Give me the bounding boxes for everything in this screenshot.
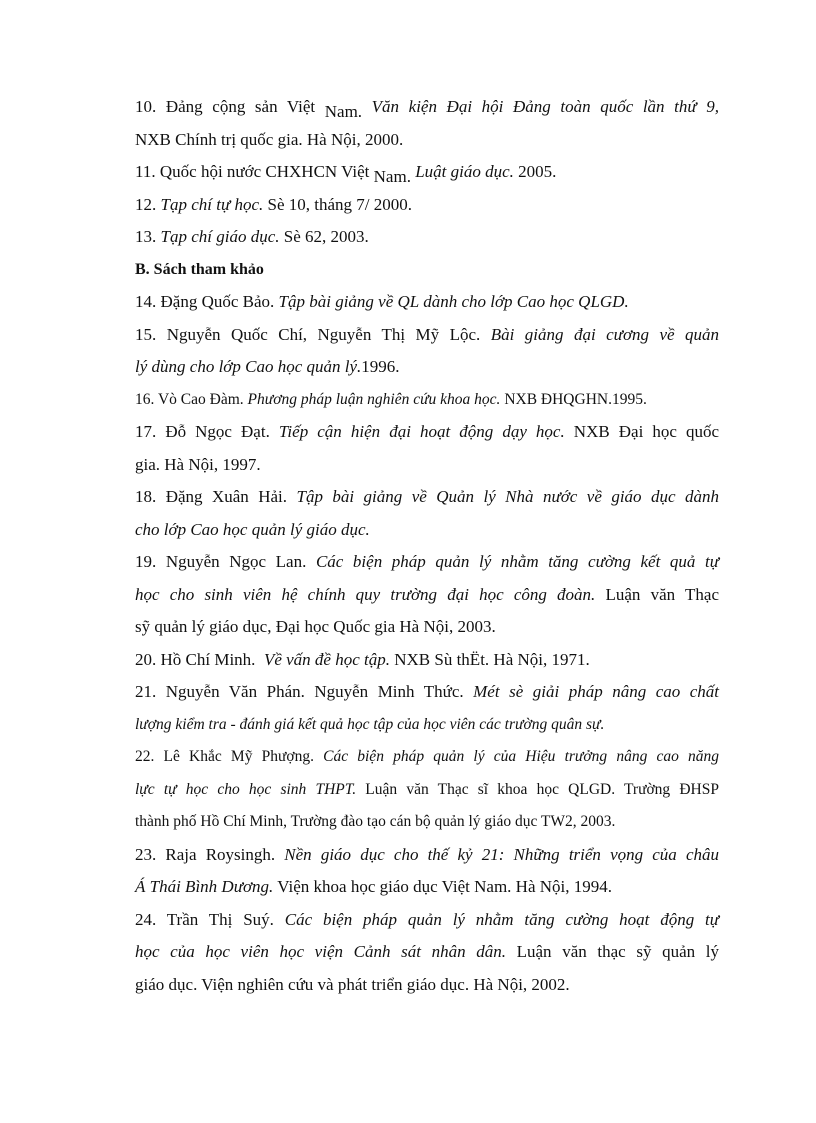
ref-publisher: sỹ quản lý giáo dục, Đại học Quốc gia Hà Nội, 2003.: [135, 617, 496, 636]
reference-10-line-1: [135, 91, 719, 124]
ref-publisher: Viện khoa học giáo dục Việt Nam. Hà Nội, 1994.: [277, 877, 612, 896]
reference-17-line-1: [135, 416, 719, 449]
ref-title: Á Thái Bình Dương.: [135, 877, 274, 896]
reference-21-line-1: [135, 676, 719, 709]
ref-number: 22.: [135, 748, 155, 765]
reference-17-line-2: [135, 449, 719, 482]
ref-publisher: Luận văn Thạc sĩ khoa học QLGD. Trường ĐHSP: [365, 780, 719, 798]
ref-title: Luật giáo dục.: [415, 162, 514, 181]
ref-number: 23.: [135, 844, 157, 864]
ref-title: lý dùng cho lớp Cao học quản lý.: [135, 357, 362, 376]
ref-number: 15.: [135, 324, 157, 344]
ref-author: Nguyễn Văn Phán. Nguyễn Minh Thức.: [165, 682, 464, 701]
reference-20: [135, 644, 719, 677]
ref-author: Đặng Xuân Hải.: [165, 487, 288, 506]
ref-author: Lê Khắc Mỹ Phượng.: [163, 748, 314, 765]
reference-19-line-2: [135, 579, 719, 612]
ref-publisher: 2005.: [518, 162, 557, 181]
ref-publisher: Luận văn Thạc: [605, 584, 719, 604]
ref-title: Tạp chí tự học.: [160, 194, 264, 214]
ref-title: Các biện pháp quản lý nhằm tăng cường hoạt động tự: [284, 909, 720, 929]
ref-number: 20.: [135, 649, 157, 669]
reference-24-line-1: [135, 904, 719, 937]
ref-number: 14.: [135, 292, 157, 311]
ref-publisher: thành phố Hồ Chí Minh, Trường đào tạo cán bộ quản lý giáo dục TW2, 2003.: [135, 813, 616, 830]
reference-13: [135, 221, 719, 254]
ref-title: Các biện pháp quản lý của Hiệu trưởng nâng cao năng: [323, 748, 720, 765]
ref-author-tail: Nam.: [324, 102, 363, 121]
ref-number: 11.: [135, 162, 156, 181]
reference-21-line-2: [135, 709, 719, 742]
ref-publisher: Sè 10, tháng 7/ 2000.: [267, 194, 413, 214]
ref-publisher: NXB ĐHQGHN.1995.: [504, 390, 647, 408]
ref-number: 19.: [135, 552, 157, 571]
ref-author: Đặng Quốc Bảo.: [160, 292, 275, 311]
ref-author: Đảng cộng sản Việt: [165, 97, 316, 116]
section-heading-b: B. Sách tham khảo: [135, 260, 264, 278]
ref-publisher: Sè 62, 2003.: [283, 227, 369, 246]
ref-author-tail: Nam.: [373, 167, 411, 186]
ref-title: lực tự học cho học sinh THPT.: [135, 780, 357, 798]
reference-15-line-1: [135, 319, 719, 352]
reference-18-line-1: [135, 481, 719, 514]
ref-title: học của học viên học viện Cảnh sát nhân dân.: [135, 942, 506, 961]
ref-publisher: giáo dục. Viện nghiên cứu và phát triển giáo dục. Hà Nội, 2002.: [135, 974, 570, 994]
reference-23-line-2: [135, 871, 719, 904]
ref-title: lượng kiểm tra - đánh giá kết quả học tập của học viên các trường quân sự.: [135, 715, 605, 733]
ref-title: Tập bài giảng về Quản lý Nhà nước về giáo dục dành: [296, 487, 719, 506]
ref-number: 18.: [135, 487, 157, 506]
ref-author: Quốc hội nước CHXHCN Việt: [159, 162, 370, 181]
ref-title: Tạp chí giáo dục.: [160, 227, 280, 246]
ref-number: 17.: [135, 422, 157, 441]
ref-publisher: NXB Đại học quốc: [573, 422, 720, 441]
ref-author: Đỗ Ngọc Đạt.: [165, 422, 270, 441]
reference-15-line-2: [135, 351, 719, 384]
ref-publisher: gia. Hà Nội, 1997.: [135, 454, 261, 474]
ref-number: 12.: [135, 194, 157, 214]
ref-title: Các biện pháp quản lý nhằm tăng cường kết quả tự: [315, 552, 720, 571]
ref-title: Nền giáo dục cho thế kỷ 21: Những triển vọng của châu: [284, 844, 720, 864]
ref-author: Trần Thị Suý.: [166, 909, 274, 929]
reference-23-line-1: [135, 839, 719, 872]
reference-16: [135, 384, 719, 417]
reference-24-line-2: [135, 936, 719, 969]
ref-publisher: NXB Sù thËt. Hà Nội, 1971.: [394, 649, 590, 669]
reference-22-line-3: [135, 806, 719, 839]
reference-19-line-1: [135, 546, 719, 579]
reference-18-line-2: [135, 514, 719, 547]
ref-author: Raja Roysingh.: [165, 844, 276, 864]
ref-title: Văn kiện Đại hội Đảng toàn quốc lần thứ 9,: [371, 97, 720, 116]
ref-number: 13.: [135, 227, 157, 246]
ref-publisher: Luận văn thạc sỹ quản lý: [516, 942, 719, 961]
ref-title: cho lớp Cao học quản lý giáo dục.: [135, 519, 370, 539]
ref-number: 10.: [135, 97, 157, 116]
ref-number: 16.: [135, 390, 155, 408]
reference-12: [135, 189, 719, 222]
ref-number: 24.: [135, 909, 157, 929]
reference-10-line-2: [135, 124, 719, 157]
ref-title: Phương pháp luận nghiên cứu khoa học.: [247, 390, 501, 408]
reference-list: [135, 91, 719, 1001]
reference-24-line-3: [135, 969, 719, 1002]
ref-title: học cho sinh viên hệ chính quy trường đại học công đoàn.: [135, 584, 596, 604]
ref-title: Tiếp cận hiện đại hoạt động dạy học.: [278, 422, 565, 441]
ref-author: Nguyễn Quốc Chí, Nguyễn Thị Mỹ Lộc.: [166, 324, 481, 344]
reference-14: [135, 286, 719, 319]
ref-title: Bài giảng đại cương về quản: [490, 324, 720, 344]
ref-title: Tập bài giảng về QL dành cho lớp Cao học QLGD.: [278, 292, 629, 311]
ref-number: 21.: [135, 682, 157, 701]
ref-author: Nguyễn Ngọc Lan.: [165, 552, 307, 571]
ref-publisher: NXB Chính trị quốc gia. Hà Nội, 2000.: [135, 129, 404, 149]
reference-19-line-3: [135, 611, 719, 644]
reference-22-line-2: [135, 774, 719, 807]
ref-year: 1996.: [361, 357, 400, 376]
reference-11: [135, 156, 719, 189]
ref-author: Hồ Chí Minh.: [160, 649, 256, 669]
ref-title: Về vấn đề học tập.: [263, 649, 390, 669]
ref-title: Mét sè giải pháp nâng cao chất: [473, 682, 720, 701]
reference-22-line-1: [135, 741, 719, 774]
ref-author: Vò Cao Đàm.: [157, 390, 244, 408]
